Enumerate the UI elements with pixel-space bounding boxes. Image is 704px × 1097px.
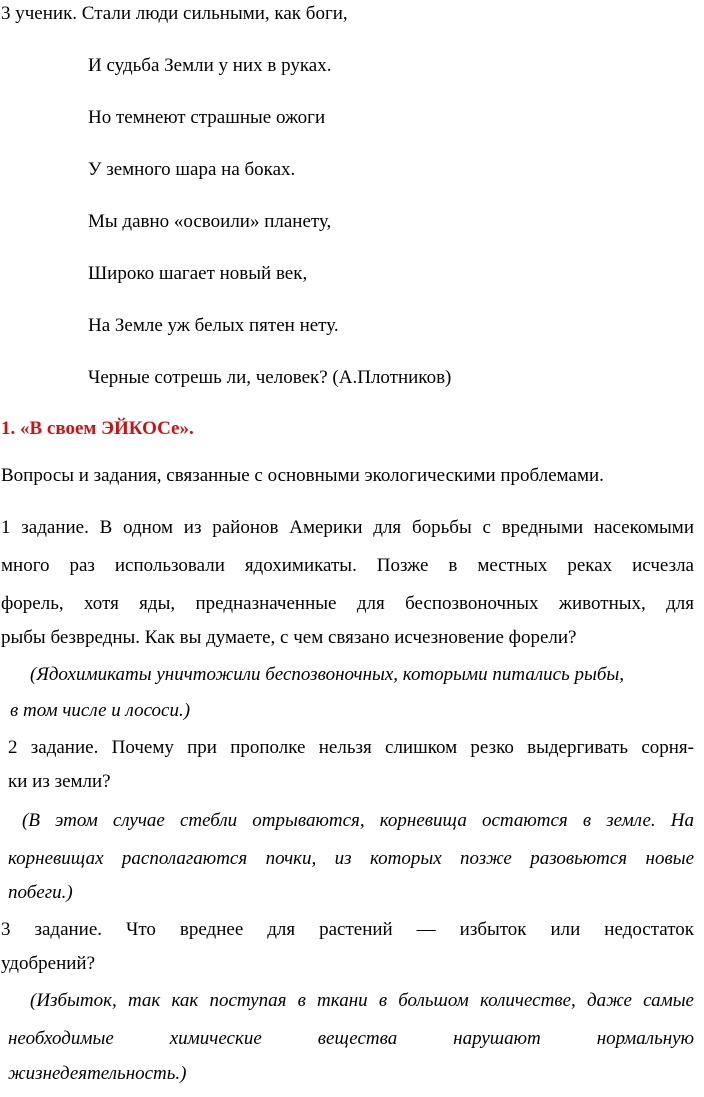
task-answer: побеги.): [8, 882, 73, 903]
task-answer: корневищах располагаются почки, из которых позже разовьются новые: [8, 848, 694, 869]
task-line: 3 задание. Что вреднее для растений — избыток или недостаток: [1, 919, 694, 940]
task-answer: необходимые химические вещества нарушают нормальную: [8, 1028, 694, 1049]
task-answer: (Избыток, так как поступая в ткани в большом количестве, даже самые: [30, 990, 694, 1011]
task-line: 1 задание. В одном из районов Америки для борьбы с вредными насекомыми: [1, 517, 694, 538]
task-line: много раз использовали ядохимикаты. Позже в местных реках исчезла: [1, 555, 694, 576]
task-answer: (Ядохимикаты уничтожили беспозвоночных, которыми питались рыбы,: [30, 664, 625, 685]
section-intro: Вопросы и задания, связанные с основными экологическими проблемами.: [1, 465, 604, 486]
task-answer: жизнедеятельность.): [8, 1063, 187, 1084]
poem-line: Черные сотрешь ли, человек? (А.Плотников): [88, 367, 452, 388]
poem-line: Мы давно «освоили» планету,: [88, 211, 332, 232]
poem-line: И судьба Земли у них в руках.: [88, 55, 332, 76]
poem-line: На Земле уж белых пятен нету.: [88, 315, 339, 336]
section-heading: 1. «В своем ЭЙКОСе».: [1, 418, 194, 439]
task-line: ки из земли?: [8, 771, 111, 792]
poem-line: Но темнеют страшные ожоги: [88, 107, 326, 128]
task-line: рыбы безвредны. Как вы думаете, с чем связано исчезновение форели?: [1, 627, 577, 648]
poem-line: 3 ученик. Стали люди сильными, как боги,: [1, 3, 348, 24]
task-line: удобрений?: [1, 953, 96, 974]
poem-line: Широко шагает новый век,: [88, 263, 308, 284]
task-line: 2 задание. Почему при прополке нельзя слишком резко выдергивать сорня-: [8, 737, 694, 758]
task-answer: в том числе и лососи.): [10, 700, 191, 721]
task-answer: (В этом случае стебли отрываются, корневища остаются в земле. На: [22, 810, 694, 831]
task-line: форель, хотя яды, предназначенные для беспозвоночных животных, для: [1, 593, 694, 614]
poem-line: У земного шара на боках.: [88, 159, 296, 180]
